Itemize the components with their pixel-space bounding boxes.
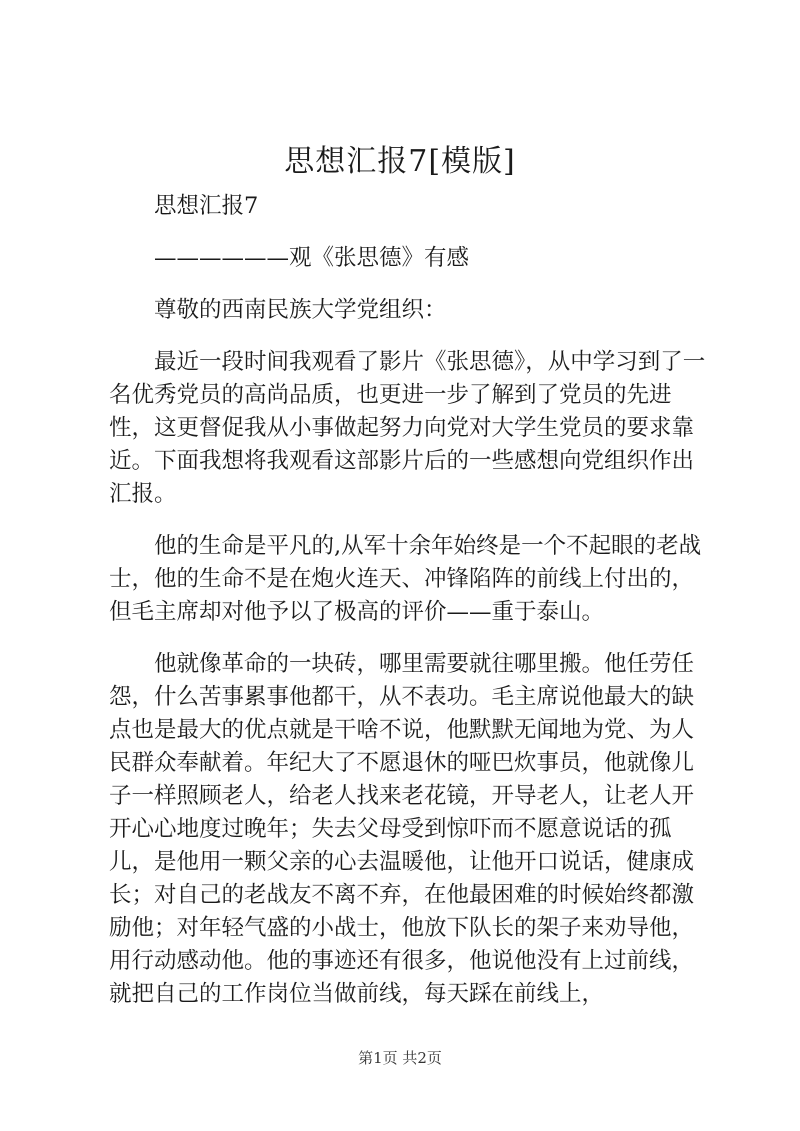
document-title: 思想汇报7[模版]: [284, 144, 516, 179]
paragraph-body-3: 他就像革命的一块砖，哪里需要就往哪里搬。他任劳任怨，什么苦事累事他都干，从不表功。毛主席说他最大的缺点也是最大的优点就是干啥不说，他默默无闻地为党、为人民群众奉献着。年纪大了不愿退休的哑巴炊事员，他就像儿子一样照顾老人，给老人找来老花镜，开导老人，让老人开开心心地度过晚年；失去父母受到惊吓而不愿意说话的孤儿，是他用一颗父亲的心去温暖他，让他开口说话，健康成长；对自己的老战友不离不弃，在他最困难的时候始终都激励他；对年轻气盛的小战士，他放下队长的架子来劝导他，用行动感动他。他的事迹还有很多，他说他没有上过前线，就把自己的工作岗位当做前线，每天踩在前线上，: [109, 651, 695, 1007]
paragraph-body-1: 最近一段时间我观看了影片《张思德》，从中学习到了一名优秀党员的高尚品质，也更进一步了解到了党员的先进性，这更督促我从小事做起努力向党对大学生党员的要求靠近。下面我想将我观看这部影片后的一些感想向党组织作出汇报。: [109, 349, 706, 507]
paragraph-salutation: 尊敬的西南民族大学党组织：: [154, 297, 447, 323]
document-body: [109, 190, 709, 1011]
paragraph-heading: 思想汇报7: [154, 193, 259, 219]
paragraph-subtitle: ——————观《张思德》有感: [154, 245, 470, 271]
paragraph-body-2: 他的生命是平凡的,从军十余年始终是一个不起眼的老战士，他的生命不是在炮火连天、冲锋陷阵的前线上付出的，但毛主席却对他予以了极高的评价——重于泰山。: [109, 533, 702, 625]
page-footer: 第1页 共2页: [358, 1049, 442, 1067]
